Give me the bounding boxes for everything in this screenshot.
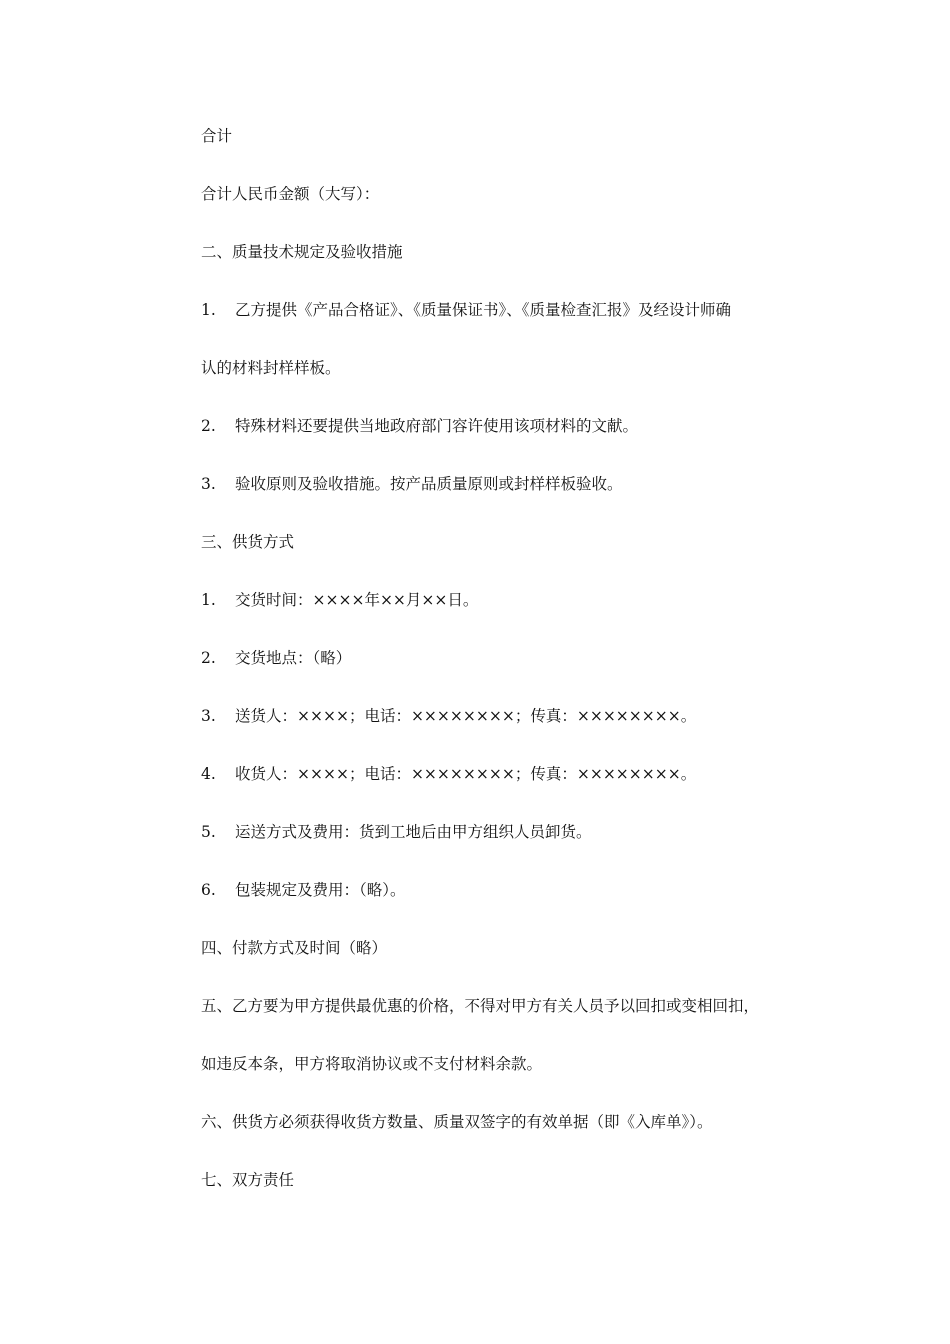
line-text: 三、供货方式 — [201, 533, 295, 551]
line-text: 七、双方责任 — [201, 1171, 295, 1189]
list-item — [201, 300, 731, 320]
line-text: 乙方提供《产品合格证》、《质量保证书》、《质量检查汇报》及经设计师确 — [235, 301, 732, 319]
line-text: 认的材料封样样板。 — [201, 359, 341, 377]
section-heading — [201, 242, 403, 262]
item-number: 1. — [201, 591, 216, 609]
item-number: 4. — [201, 765, 216, 783]
item-number: 2. — [201, 417, 216, 435]
total-amount-line — [201, 184, 379, 204]
line-text: 特殊材料还要提供当地政府部门容许使用该项材料的文献。 — [235, 417, 639, 435]
item-number: 6. — [201, 881, 216, 899]
list-item — [201, 706, 696, 726]
line-text: 交货地点：（略） — [235, 649, 352, 667]
line-text: 六、供货方必须获得收货方数量、质量双签字的有效单据（即《入库单》）。 — [201, 1113, 713, 1131]
list-item — [201, 822, 592, 842]
item-number: 3. — [201, 475, 216, 493]
item-number: 3. — [201, 707, 216, 725]
list-item — [201, 590, 478, 610]
line-text: 四、付款方式及时间（略） — [201, 939, 388, 957]
section-paragraph-continuation — [201, 1054, 542, 1074]
line-text: 合计人民币金额（大写）： — [201, 185, 380, 203]
list-item — [201, 474, 623, 494]
section-heading — [201, 938, 387, 958]
line-text: 二、质量技术规定及验收措施 — [201, 243, 403, 261]
section-paragraph — [201, 1112, 713, 1132]
line-text: 验收原则及验收措施。按产品质量原则或封样样板验收。 — [235, 475, 623, 493]
list-item-continuation — [201, 358, 341, 378]
line-text: 送货人：××××；电话：××××××××；传真：××××××××。 — [235, 707, 697, 725]
subtotal-label — [201, 126, 232, 146]
list-item — [201, 764, 696, 784]
line-text: 包装规定及费用：（略）。 — [235, 881, 406, 899]
list-item — [201, 648, 351, 668]
item-number: 2. — [201, 649, 216, 667]
line-text: 五、乙方要为甲方提供最优惠的价格，不得对甲方有关人员予以回扣或变相回扣， — [201, 997, 760, 1015]
line-text: 如违反本条，甲方将取消协议或不支付材料余款。 — [201, 1055, 543, 1073]
line-text: 收货人：××××；电话：××××××××；传真：××××××××。 — [235, 765, 697, 783]
item-number: 1. — [201, 301, 216, 319]
section-paragraph — [201, 996, 759, 1016]
section-heading — [201, 1170, 294, 1190]
list-item — [201, 416, 638, 436]
line-text: 运送方式及费用：货到工地后由甲方组织人员卸货。 — [235, 823, 592, 841]
item-number: 5. — [201, 823, 216, 841]
section-heading — [201, 532, 294, 552]
list-item — [201, 880, 406, 900]
line-text: 交货时间：××××年××月××日。 — [235, 591, 479, 609]
line-text: 合计 — [201, 127, 233, 145]
